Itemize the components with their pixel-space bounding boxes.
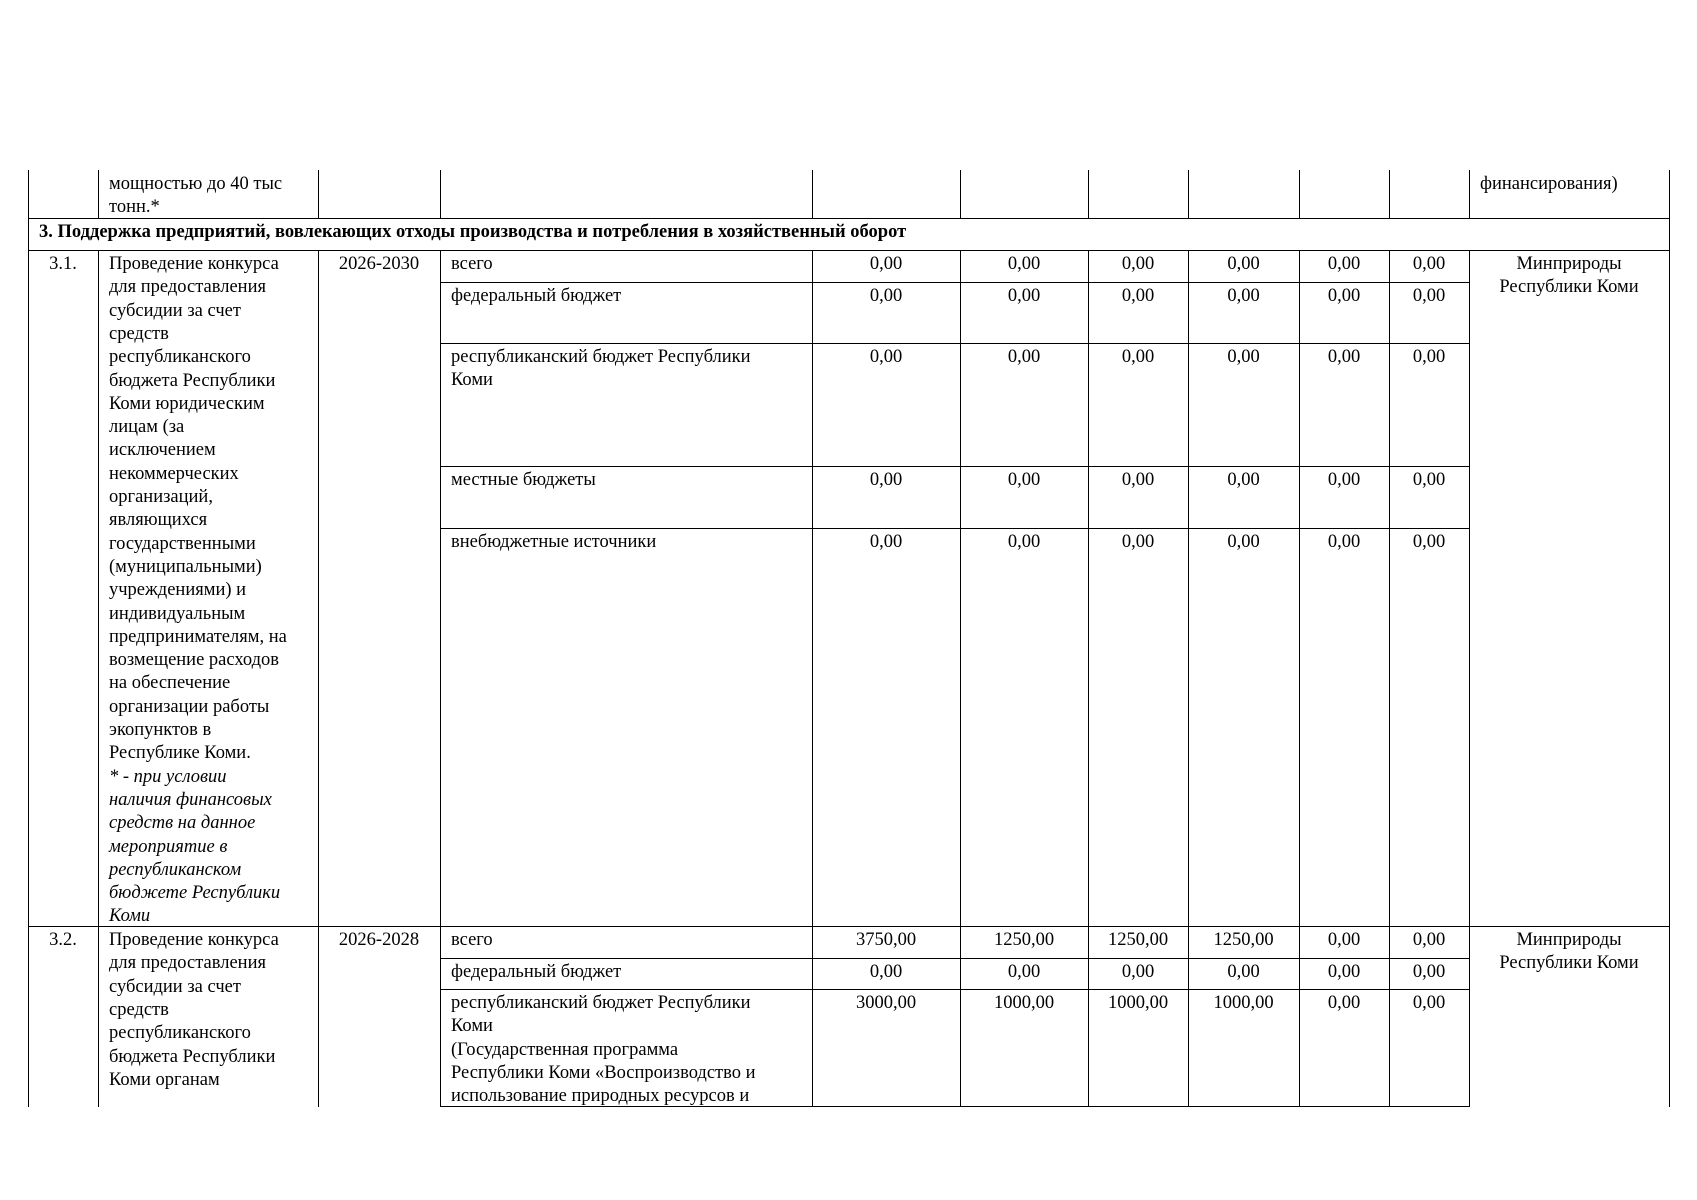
funding-value: 0,00 [1327,993,1361,1013]
funding-value: 0,00 [869,347,903,367]
funding-value: 3000,00 [855,993,917,1013]
funding-value: 0,00 [1227,347,1260,367]
table-horizontal-rule [28,218,1670,219]
funding-value: 0,00 [1412,962,1446,982]
table-vertical-rule [1669,926,1670,1107]
funding-value: 1250,00 [1107,930,1169,950]
table-vertical-rule [28,218,29,251]
funding-value: 0,00 [1121,532,1155,552]
executor-text: Республики Коми [1499,277,1639,298]
funding-value: 0,00 [1412,993,1446,1013]
funding-source-label: республиканский бюджет Республики [451,347,751,367]
funding-value: 0,00 [869,962,903,982]
item-name-line: организации работы [109,696,270,717]
table-vertical-rule [1188,170,1189,219]
funding-value: 0,00 [1007,962,1041,982]
funding-source-label: всего [451,930,493,950]
funding-value: 0,00 [1412,532,1446,552]
row-number: 3.2. [49,930,77,950]
item-name-line: исключением [109,440,216,461]
funding-value: 0,00 [869,470,903,490]
table-vertical-rule [318,170,319,219]
funding-source-label: Республики Коми «Воспроизводство и [451,1062,756,1083]
funding-source-label: Коми [451,370,493,391]
funding-value: 0,00 [1227,962,1260,982]
item-name-line: средств [109,323,169,344]
funding-value: 0,00 [1327,930,1361,950]
table-vertical-rule [440,926,441,1107]
table-horizontal-rule [28,250,1670,251]
funding-value: 0,00 [1327,347,1361,367]
item-name-line: некоммерческих [109,463,239,484]
funding-value: 0,00 [869,286,903,306]
funding-source-label: федеральный бюджет [451,962,622,982]
item-note-line: республиканском [109,859,242,880]
table-horizontal-rule [440,958,1470,959]
item-note-line: бюджете Республики [109,883,281,904]
executor-text: Минприроды [1516,254,1622,274]
item-name-line: мощностью до 40 тыс [109,174,283,194]
table-vertical-rule [98,170,99,219]
row-period: 2026-2030 [338,254,420,274]
funding-source-label: местные бюджеты [451,470,596,490]
table-horizontal-rule [440,343,1470,344]
item-name-line: лицам (за [109,417,185,438]
item-name-line: учреждениями) и [109,580,247,601]
row-number: 3.1. [49,254,77,274]
item-name-line: (муниципальными) [109,556,262,577]
item-note-line: Коми [109,906,151,927]
table-vertical-rule [1088,170,1089,219]
table-vertical-rule [28,250,29,927]
table-vertical-rule [812,926,813,1107]
table-vertical-rule [1669,250,1670,927]
table-horizontal-rule [28,926,1670,927]
funding-value: 0,00 [1412,347,1446,367]
funding-value: 0,00 [1121,470,1155,490]
funding-source-label: Коми [451,1016,493,1037]
table-vertical-rule [1299,926,1300,1107]
table-vertical-rule [1469,250,1470,927]
funding-value: 1000,00 [1213,993,1274,1013]
funding-source-label: республиканский бюджет Республики [451,993,751,1013]
funding-value: 0,00 [1227,286,1260,306]
funding-value: 0,00 [1327,532,1361,552]
item-name-line: Республике Коми. [109,743,251,764]
item-name-line: предпринимателям, на [109,626,287,647]
table-vertical-rule [28,170,29,219]
item-name-line: бюджета Республики [109,370,276,391]
funding-source-label: (Государственная программа [451,1039,679,1060]
table-vertical-rule [98,250,99,927]
funding-value: 0,00 [1007,286,1041,306]
table-horizontal-rule [440,989,1470,990]
row-period: 2026-2028 [338,930,420,950]
item-name-line: являющихся [109,510,208,531]
funding-value: 0,00 [1007,532,1041,552]
funding-value: 0,00 [1227,470,1260,490]
item-name-line: Коми органам [109,1069,220,1090]
funding-source-label: всего [451,254,493,274]
item-note-line: средств на данное [109,813,256,834]
table-vertical-rule [1669,218,1670,251]
funding-value: 0,00 [1227,254,1260,274]
funding-value: 1250,00 [993,930,1055,950]
table-vertical-rule [1389,170,1390,219]
funding-value: 0,00 [1327,286,1361,306]
executor-text: финансирования) [1480,174,1618,194]
table-vertical-rule [1469,170,1470,219]
funding-value: 0,00 [1007,347,1041,367]
item-note-line: наличия финансовых [109,789,272,810]
item-name-line: Коми юридическим [109,393,265,414]
item-name-line: государственными [109,533,256,554]
funding-value: 0,00 [1327,470,1361,490]
funding-value: 0,00 [1007,254,1041,274]
item-note-line: * - при условии [109,766,227,787]
table-vertical-rule [1389,926,1390,1107]
item-name-line: средств [109,999,169,1020]
item-name-line: для предоставления [109,277,266,298]
funding-value: 0,00 [1227,532,1260,552]
funding-value: 3750,00 [855,930,917,950]
item-name-line: бюджета Республики [109,1046,276,1067]
table-vertical-rule [960,170,961,219]
table-vertical-rule [28,926,29,1107]
item-name-line: республиканского [109,1023,251,1044]
table-vertical-rule [318,250,319,927]
item-name-line: субсидии за счет [109,976,241,997]
item-name-line: Проведение конкурса [109,930,279,950]
executor-text: Минприроды [1516,930,1622,950]
item-name-line: организаций, [109,487,213,507]
item-name-line: экопунктов в [109,720,212,740]
table-vertical-rule [1088,926,1089,1107]
funding-value: 0,00 [1121,962,1155,982]
funding-value: 0,00 [1412,286,1446,306]
table-vertical-rule [318,926,319,1107]
table-vertical-rule [440,250,441,927]
table-horizontal-rule [440,466,1470,467]
table-vertical-rule [1669,170,1670,219]
funding-value: 0,00 [1007,470,1041,490]
table-vertical-rule [440,170,441,219]
funding-value: 0,00 [1121,254,1155,274]
table-horizontal-rule [440,528,1470,529]
funding-source-label: использование природных ресурсов и [451,1086,750,1107]
table-horizontal-rule [440,282,1470,283]
table-vertical-rule [1188,926,1189,1107]
funding-value: 0,00 [1327,962,1361,982]
item-name-line: на обеспечение [109,673,231,694]
item-name-line: республиканского [109,347,251,368]
item-name-line: Проведение конкурса [109,254,279,274]
funding-source-label: внебюджетные источники [451,532,657,552]
item-name-line: субсидии за счет [109,300,241,321]
funding-value: 0,00 [1121,347,1155,367]
funding-value: 0,00 [1121,286,1155,306]
funding-value: 1000,00 [993,993,1055,1013]
funding-value: 1250,00 [1213,930,1274,950]
table-vertical-rule [960,926,961,1107]
funding-source-label: федеральный бюджет [451,286,622,306]
table-vertical-rule [1299,170,1300,219]
item-name-line: индивидуальным [109,603,246,624]
funding-value: 0,00 [1327,254,1361,274]
item-name-line: для предоставления [109,953,266,974]
section-title: 3. Поддержка предприятий, вовлекающих отходы производства и потребления в хозяйственный оборот [39,222,907,242]
funding-value: 0,00 [1412,930,1446,950]
funding-value: 0,00 [1412,254,1446,274]
item-name-line: тонн.* [109,197,160,218]
item-note-line: мероприятие в [109,836,228,857]
funding-value: 1000,00 [1107,993,1169,1013]
funding-value: 0,00 [1412,470,1446,490]
table-vertical-rule [812,170,813,219]
executor-text: Республики Коми [1499,953,1639,974]
table-vertical-rule [98,926,99,1107]
funding-value: 0,00 [869,254,903,274]
funding-value: 0,00 [869,532,903,552]
item-name-line: возмещение расходов [109,650,280,671]
